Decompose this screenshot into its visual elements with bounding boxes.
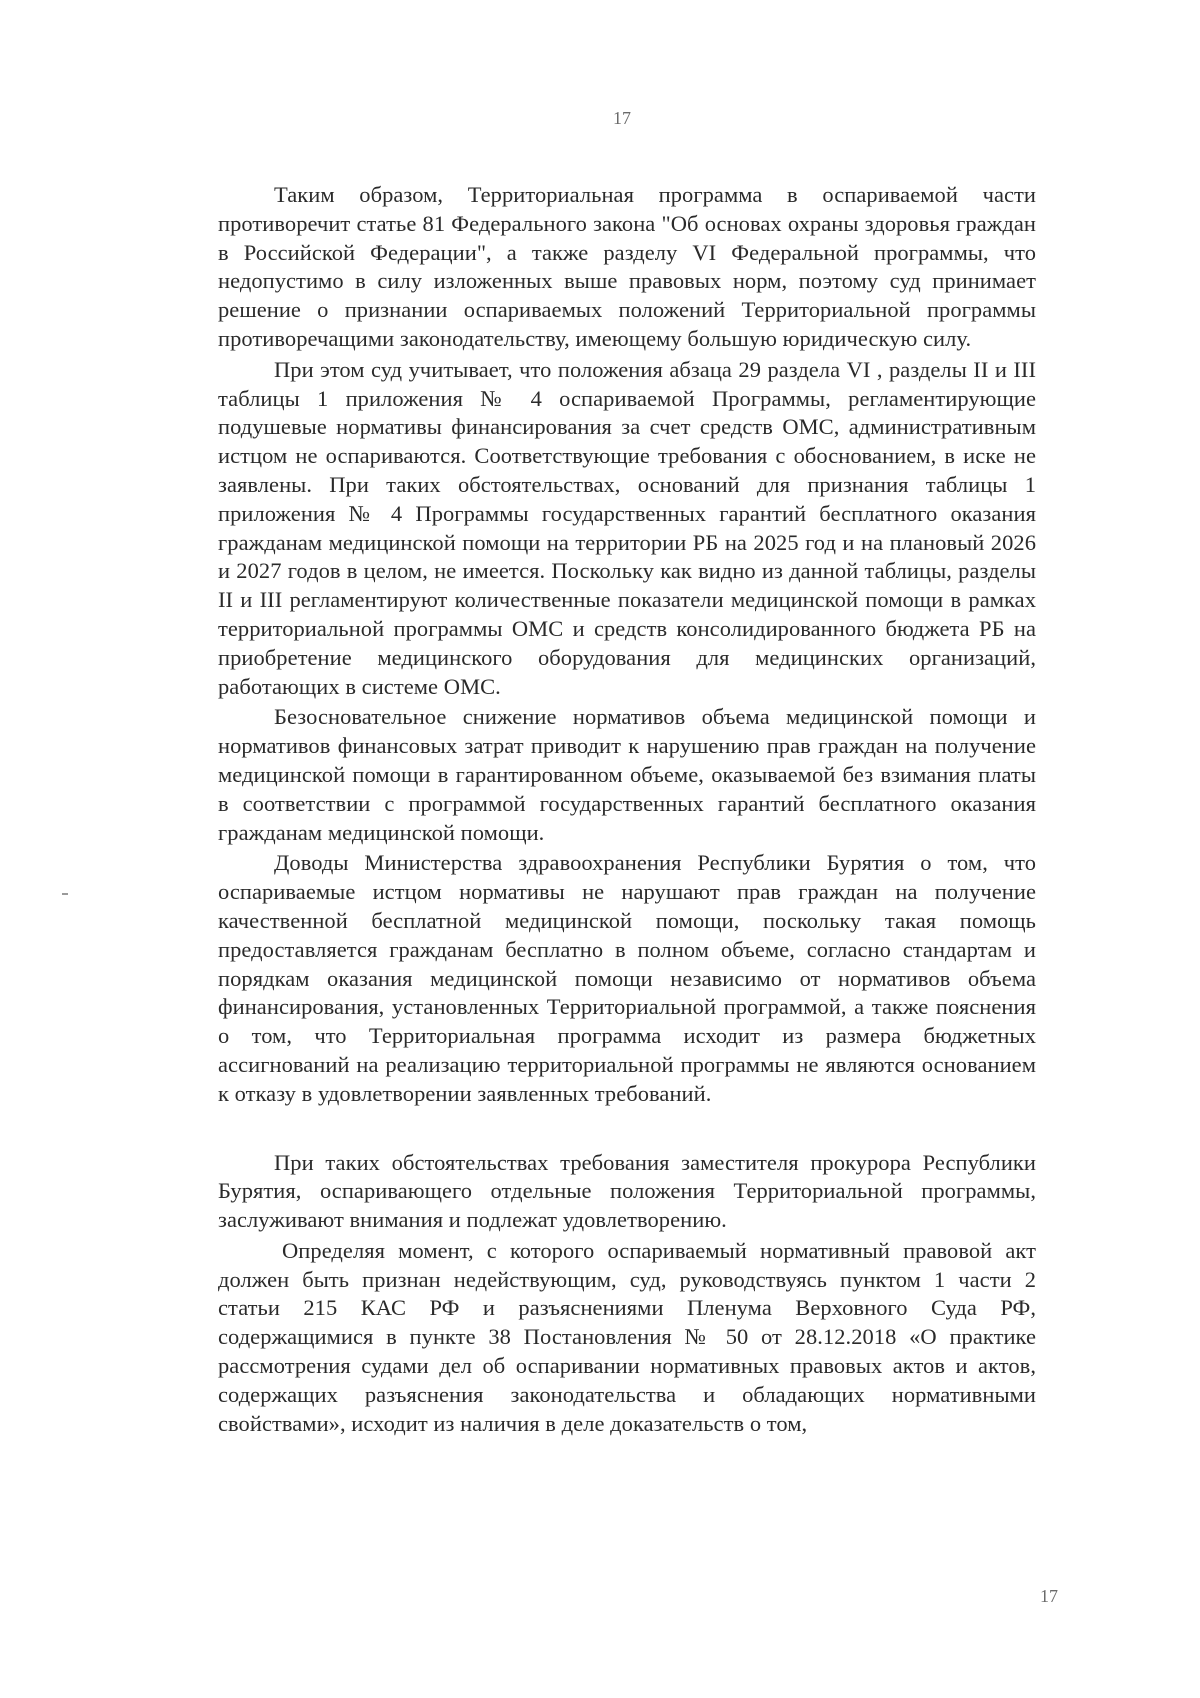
scan-artifact-mark <box>62 893 68 895</box>
page-number-bottom: 17 <box>1040 1586 1058 1606</box>
page-number-top: 17 <box>613 108 631 128</box>
paragraph: Безосновательное снижение нормативов объема медицинской помощи и нормативов финансовых затрат приводит к нарушению прав граждан на получение медицинской помощи в гарантированном объеме, оказываемой без взимания платы в соответствии с программой государственных гарантий бесплатного оказания гражданам медицинской помощи. <box>218 704 1036 845</box>
paragraph: Определяя момент, с которого оспариваемый нормативный правовой акт должен быть признан недействующим, суд, руководствуясь пунктом 1 части 2 статьи 215 КАС РФ и разъяснениями Пленума Верховного Суда РФ, содержащимися в пункте 38 Постановления № 50 от 28.12.2018 «О практике рассмотрения судами дел об оспаривании нормативных правовых актов и актов, содержащих разъяснения законодательства и обладающих нормативными свойствами», исходит из наличия в деле доказательств о том, <box>218 1237 1036 1436</box>
paragraph: Таким образом, Территориальная программа в оспариваемой части противоречит статье 81 Федерального закона "Об основах охраны здоровья граждан в Российской Федерации", а также разделу VI Федеральной программы, что недопустимо в силу изложенных выше правовых норм, поэтому суд принимает решение о признании оспариваемых положений Территориальной программы противоречащими законодательству, имеющему большую юридическую силу. <box>218 182 1036 351</box>
paragraph: При таких обстоятельствах требования заместителя прокурора Республики Бурятия, оспаривающего отдельные положения Территориальной программы, заслуживают внимания и подлежат удовлетворению. <box>218 1149 1036 1233</box>
paragraph: При этом суд учитывает, что положения абзаца 29 раздела VI , разделы II и III таблицы 1 приложения № 4 оспариваемой Программы, регламентирующие подушевые нормативы финансирования за счет средств ОМС, административным истцом не оспариваются. Соответствующие требования с обоснованием, в иске не заявлены. При таких обстоятельствах, оснований для признания таблицы 1 приложения № 4 Программы государственных гарантий бесплатного оказания гражданам медицинской помощи на территории РБ на 2025 год и на плановый 2026 и 2027 годов в целом, не имеется. Поскольку как видно из данной таблицы, разделы II и III регламентируют количественные показатели медицинской помощи в рамках территориальной программы ОМС и средств консолидированного бюджета РБ на приобретение медицинского оборудования для медицинских организаций, работающих в системе ОМС. <box>218 356 1036 699</box>
document-body <box>218 181 1036 1438</box>
paragraph: Доводы Министерства здравоохранения Республики Бурятия о том, что оспариваемые истцом нормативы не нарушают прав граждан на получение качественной бесплатной медицинской помощи, поскольку такая помощь предоставляется гражданам бесплатно в полном объеме, согласно стандартам и порядкам оказания медицинской помощи независимо от нормативов объема финансирования, установленных Территориальной программой, а также пояснения о том, что Территориальная программа исходит из размера бюджетных ассигнований на реализацию территориальной программы не являются основанием к отказу в удовлетворении заявленных требований. <box>218 850 1036 1106</box>
